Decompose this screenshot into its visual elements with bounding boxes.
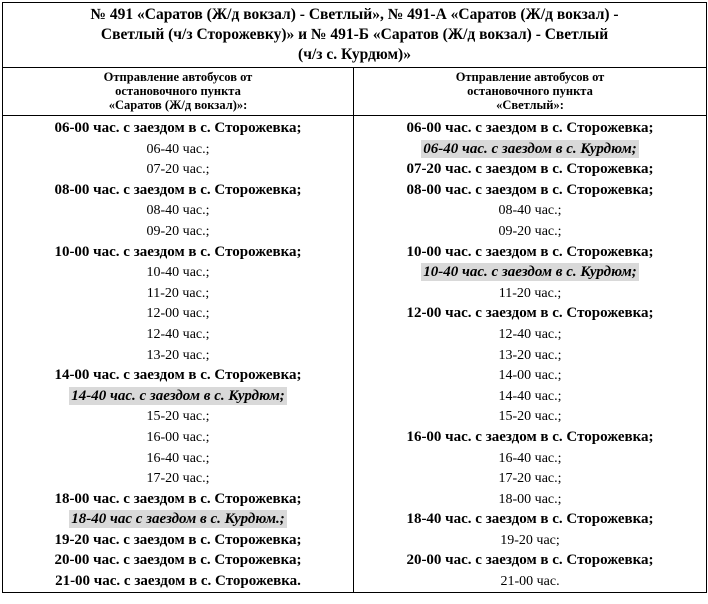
- right-header-line-3: «Светлый»:: [496, 98, 564, 112]
- departure-time-item: [354, 530, 706, 551]
- departure-text: 14-00 час.;: [498, 368, 562, 384]
- departure-time-item: [354, 571, 706, 592]
- departure-text: 11-20 час.;: [146, 285, 210, 301]
- departure-text: 10-00 час. с заездом в с. Сторожевка;: [54, 243, 302, 260]
- departure-time-item: [354, 345, 706, 366]
- departure-time-item: [354, 509, 706, 530]
- departure-time-item: [3, 427, 353, 448]
- departure-time-item: [3, 406, 353, 427]
- left-times-list: [3, 118, 353, 592]
- departure-time-item: [354, 242, 706, 263]
- departure-text: 06-00 час. с заездом в с. Сторожевка;: [54, 120, 302, 136]
- departure-text: 06-40 час.;: [146, 141, 210, 157]
- schedule-table: [2, 2, 707, 593]
- right-times-column: [354, 116, 707, 593]
- departure-time-item: [354, 386, 706, 407]
- departure-text: 12-00 час.;: [146, 306, 210, 322]
- departure-text: 07-20 час.;: [146, 162, 210, 178]
- route-title-line-1: № 491 «Саратов (Ж/д вокзал) - Светлый», № 491-А «Саратов (Ж/д вокзал) -: [90, 6, 619, 23]
- departure-text: 20-00 час. с заездом в с. Сторожевка;: [406, 552, 654, 569]
- departure-text: 18-40 час. с заездом в с. Сторожевка;: [406, 511, 654, 528]
- departure-time-item: [354, 324, 706, 345]
- departure-time-item: [354, 365, 706, 386]
- departure-text: 07-20 час. с заездом в с. Сторожевка;: [406, 161, 654, 178]
- departure-time-item: [3, 283, 353, 304]
- departure-time-item: [354, 262, 706, 283]
- right-header-line-2: остановочного пункта: [467, 84, 593, 98]
- departure-time-item: [354, 118, 706, 139]
- departure-time-item: [354, 406, 706, 427]
- departure-text: 19-20 час;: [500, 532, 560, 548]
- departure-time-item: [3, 550, 353, 571]
- departure-time-item: [354, 159, 706, 180]
- departure-text: 16-00 час. с заездом в с. Сторожевка;: [406, 428, 654, 445]
- departure-time-item: [354, 139, 706, 160]
- departure-time-item: [3, 509, 353, 530]
- departure-text: 10-40 час.;: [146, 265, 210, 281]
- right-times-list: [354, 118, 706, 592]
- departure-text: 08-40 час.;: [146, 203, 210, 219]
- departure-text: 12-40 час.;: [146, 326, 210, 342]
- schedule-page: [2, 2, 706, 600]
- departure-time-item: [354, 489, 706, 510]
- times-row: [3, 116, 707, 593]
- departure-time-item: [3, 345, 353, 366]
- departure-time-item: [3, 324, 353, 345]
- departure-time-item: [3, 571, 353, 592]
- departure-text: 21-00 час. с заездом в с. Сторожевка.: [55, 573, 301, 590]
- departure-time-item: [3, 262, 353, 283]
- departure-text: 16-40 час.;: [498, 450, 562, 466]
- departure-text: 08-40 час.;: [498, 203, 562, 219]
- departure-text: 13-20 час.;: [498, 347, 562, 363]
- departure-time-item: [3, 448, 353, 469]
- departure-time-item: [3, 200, 353, 221]
- departure-time-item: [354, 427, 706, 448]
- route-title-line-3: (ч/з с. Курдюм)»: [298, 46, 411, 63]
- left-header-line-1: Отправление автобусов от: [103, 70, 253, 84]
- departure-time-item: [3, 365, 353, 386]
- departure-text: 14-00 час. с заездом в с. Сторожевка;: [54, 367, 302, 384]
- departure-text: 16-00 час.;: [146, 429, 210, 445]
- right-header-line-1: Отправление автобусов от: [455, 70, 605, 84]
- highlighted-departure-text: 06-40 час. с заездом в с. Курдюм;: [423, 140, 637, 157]
- departure-text: 09-20 час.;: [146, 223, 210, 239]
- route-title-line-2: Светлый (ч/з Сторожевку)» и № 491-Б «Саратов (Ж/д вокзал) - Светлый: [100, 26, 609, 43]
- departure-time-item: [354, 303, 706, 324]
- highlighted-departure-text: 18-40 час с заездом в с. Курдюм.;: [71, 511, 285, 528]
- departure-text: 15-20 час.;: [498, 409, 562, 425]
- departure-time-item: [3, 159, 353, 180]
- departure-text: 18-00 час.;: [498, 491, 562, 507]
- left-header-line-2: остановочного пункта: [115, 84, 241, 98]
- departure-text: 08-00 час. с заездом в с. Сторожевка;: [406, 181, 654, 198]
- departure-text: 06-00 час. с заездом в с. Сторожевка;: [406, 120, 654, 136]
- left-header-line-3: «Саратов (Ж/д вокзал)»:: [108, 98, 248, 112]
- departure-text: 20-00 час. с заездом в с. Сторожевка;: [54, 552, 302, 569]
- departure-text: 11-20 час.;: [498, 285, 562, 301]
- departure-time-item: [3, 530, 353, 551]
- right-column-header: [354, 68, 707, 116]
- departure-text: 14-40 час.;: [498, 388, 562, 404]
- departure-text: 13-20 час.;: [146, 347, 210, 363]
- departure-time-item: [3, 468, 353, 489]
- departure-time-item: [354, 468, 706, 489]
- departure-time-item: [354, 448, 706, 469]
- departure-time-item: [3, 139, 353, 160]
- departure-time-item: [354, 180, 706, 201]
- departure-time-item: [3, 242, 353, 263]
- departure-text: 21-00 час.: [500, 574, 560, 590]
- departure-time-item: [354, 221, 706, 242]
- title-row: [3, 3, 707, 68]
- departure-time-item: [3, 386, 353, 407]
- departure-text: 16-40 час.;: [146, 450, 210, 466]
- departure-time-item: [354, 200, 706, 221]
- highlighted-departure-text: 14-40 час. с заездом в с. Курдюм;: [71, 387, 285, 404]
- departure-text: 17-20 час.;: [146, 471, 210, 487]
- departure-time-item: [3, 489, 353, 510]
- left-times-column: [3, 116, 354, 593]
- highlighted-departure-text: 10-40 час. с заездом в с. Курдюм;: [423, 264, 637, 281]
- departure-time-item: [3, 180, 353, 201]
- departure-text: 18-00 час. с заездом в с. Сторожевка;: [54, 490, 302, 507]
- departure-text: 15-20 час.;: [146, 409, 210, 425]
- departure-text: 12-00 час. с заездом в с. Сторожевка;: [406, 305, 654, 322]
- departure-time-item: [3, 118, 353, 139]
- departure-text: 12-40 час.;: [498, 326, 562, 342]
- departure-text: 17-20 час.;: [498, 471, 562, 487]
- departure-text: 08-00 час. с заездом в с. Сторожевка;: [54, 181, 302, 198]
- departure-time-item: [3, 221, 353, 242]
- route-title: [3, 3, 707, 68]
- departure-text: 09-20 час.;: [498, 223, 562, 239]
- departure-time-item: [354, 283, 706, 304]
- departure-text: 10-00 час. с заездом в с. Сторожевка;: [406, 243, 654, 260]
- departure-time-item: [3, 303, 353, 324]
- departure-text: 19-20 час. с заездом в с. Сторожевка;: [54, 531, 302, 548]
- departure-time-item: [354, 550, 706, 571]
- header-row: [3, 68, 707, 116]
- left-column-header: [3, 68, 354, 116]
